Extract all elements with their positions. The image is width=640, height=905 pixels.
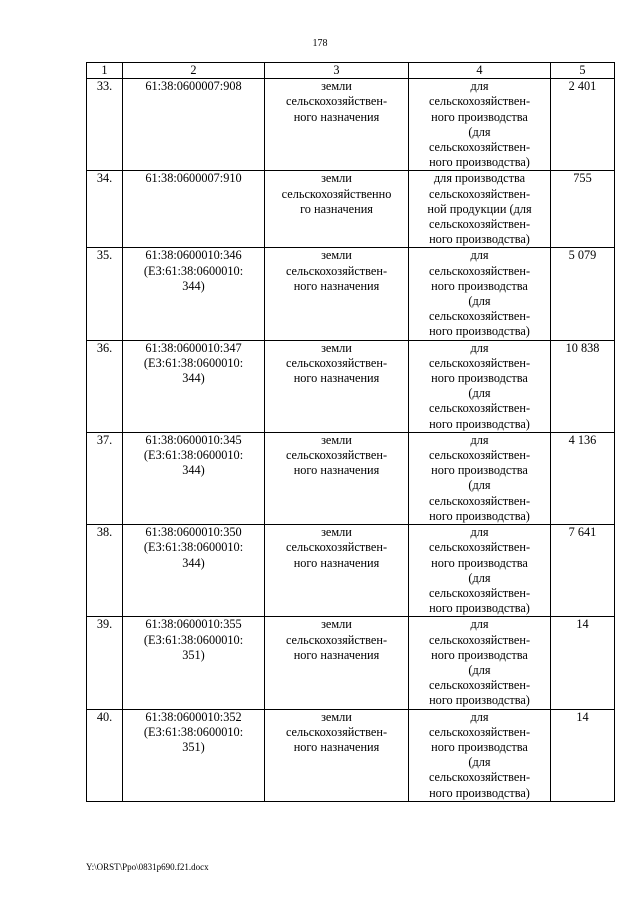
plot-area: 10 838 bbox=[551, 340, 615, 432]
table-row bbox=[87, 79, 615, 171]
cadastral-number: 61:38:0600010:355 (ЕЗ:61:38:0600010: 351) bbox=[123, 617, 265, 709]
plot-area: 4 136 bbox=[551, 432, 615, 524]
column-header: 1 bbox=[87, 63, 123, 79]
table-header-row bbox=[87, 63, 615, 79]
table-row bbox=[87, 340, 615, 432]
column-header: 2 bbox=[123, 63, 265, 79]
cadastral-number: 61:38:0600007:908 bbox=[123, 79, 265, 171]
row-number: 38. bbox=[87, 525, 123, 617]
row-number: 37. bbox=[87, 432, 123, 524]
column-header: 5 bbox=[551, 63, 615, 79]
plot-area: 7 641 bbox=[551, 525, 615, 617]
table-row bbox=[87, 171, 615, 248]
cadastral-number: 61:38:0600010:345 (ЕЗ:61:38:0600010: 344) bbox=[123, 432, 265, 524]
row-number: 36. bbox=[87, 340, 123, 432]
column-header: 4 bbox=[409, 63, 551, 79]
land-plots-table bbox=[86, 62, 615, 802]
land-category: земли сельскохозяйствен- ного назначения bbox=[265, 432, 409, 524]
permitted-use: для сельскохозяйствен- ного производства (для сельскохозяйствен- ного производства) bbox=[409, 525, 551, 617]
plot-area: 14 bbox=[551, 709, 615, 801]
permitted-use: для производства сельскохозяйствен- ной продукции (для сельскохозяйствен- ного производства) bbox=[409, 171, 551, 248]
cadastral-number: 61:38:0600010:346 (ЕЗ:61:38:0600010: 344) bbox=[123, 248, 265, 340]
permitted-use: для сельскохозяйствен- ного производства (для сельскохозяйствен- ного производства) bbox=[409, 432, 551, 524]
land-category: земли сельскохозяйствен- ного назначения bbox=[265, 248, 409, 340]
column-header: 3 bbox=[265, 63, 409, 79]
table-row bbox=[87, 617, 615, 709]
row-number: 34. bbox=[87, 171, 123, 248]
cadastral-number: 61:38:0600007:910 bbox=[123, 171, 265, 248]
permitted-use: для сельскохозяйствен- ного производства (для сельскохозяйствен- ного производства) bbox=[409, 79, 551, 171]
land-category: земли сельскохозяйствен- ного назначения bbox=[265, 79, 409, 171]
cadastral-number: 61:38:0600010:350 (ЕЗ:61:38:0600010: 344) bbox=[123, 525, 265, 617]
table-row bbox=[87, 432, 615, 524]
permitted-use: для сельскохозяйствен- ного производства (для сельскохозяйствен- ного производства) bbox=[409, 248, 551, 340]
document-path-footer: Y:\ORST\Ppo\0831p690.f21.docx bbox=[86, 862, 209, 872]
permitted-use: для сельскохозяйствен- ного производства (для сельскохозяйствен- ного производства) bbox=[409, 340, 551, 432]
land-category: земли сельскохозяйствен- ного назначения bbox=[265, 617, 409, 709]
page-number: 178 bbox=[312, 38, 328, 49]
land-category: земли сельскохозяйственно го назначения bbox=[265, 171, 409, 248]
row-number: 39. bbox=[87, 617, 123, 709]
row-number: 35. bbox=[87, 248, 123, 340]
land-category: земли сельскохозяйствен- ного назначения bbox=[265, 340, 409, 432]
row-number: 33. bbox=[87, 79, 123, 171]
plot-area: 5 079 bbox=[551, 248, 615, 340]
cadastral-number: 61:38:0600010:352 (ЕЗ:61:38:0600010: 351) bbox=[123, 709, 265, 801]
table-row bbox=[87, 709, 615, 801]
row-number: 40. bbox=[87, 709, 123, 801]
plot-area: 755 bbox=[551, 171, 615, 248]
plot-area: 2 401 bbox=[551, 79, 615, 171]
permitted-use: для сельскохозяйствен- ного производства (для сельскохозяйствен- ного производства) bbox=[409, 709, 551, 801]
land-category: земли сельскохозяйствен- ного назначения bbox=[265, 525, 409, 617]
table-row bbox=[87, 248, 615, 340]
plot-area: 14 bbox=[551, 617, 615, 709]
permitted-use: для сельскохозяйствен- ного производства (для сельскохозяйствен- ного производства) bbox=[409, 617, 551, 709]
land-category: земли сельскохозяйствен- ного назначения bbox=[265, 709, 409, 801]
table-row bbox=[87, 525, 615, 617]
cadastral-number: 61:38:0600010:347 (ЕЗ:61:38:0600010: 344) bbox=[123, 340, 265, 432]
